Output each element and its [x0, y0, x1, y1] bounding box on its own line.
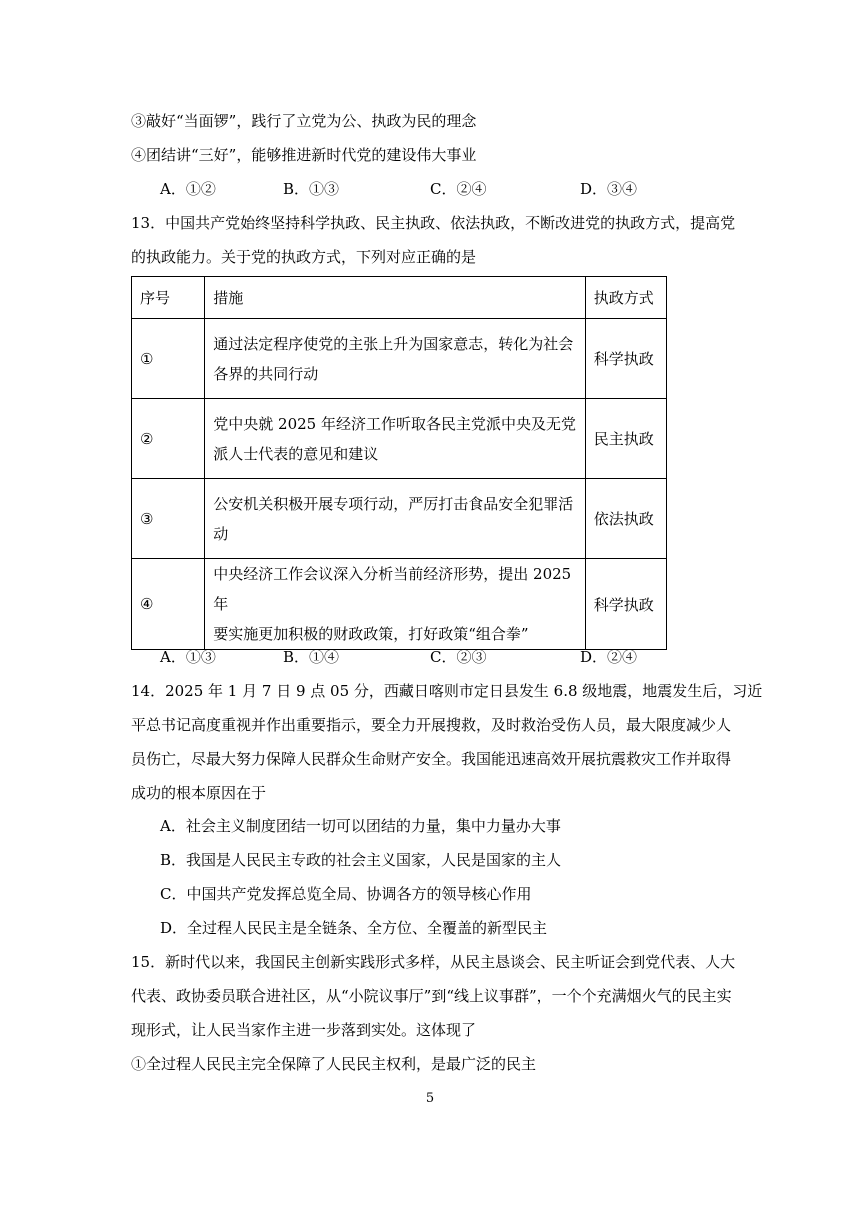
table-row	[132, 479, 667, 559]
statement-4: ④团结讲“三好”，能够推进新时代党的建设伟大事业	[131, 146, 477, 164]
row-mode: 科学执政	[585, 319, 666, 399]
q14-option-b: B．我国是人民民主专政的社会主义国家，人民是国家的主人	[160, 851, 562, 869]
row-measure	[205, 319, 585, 399]
option-d: D．③④	[580, 180, 638, 198]
option-a: A．①②	[160, 180, 216, 198]
q14-stem-line4: 成功的根本原因在于	[131, 784, 267, 802]
header-measure: 措施	[205, 277, 585, 319]
header-mode: 执政方式	[585, 277, 666, 319]
row-number: ①	[132, 319, 205, 399]
row-measure	[205, 559, 585, 650]
option-b: B．①④	[283, 648, 340, 666]
q14-stem-line2: 平总书记高度重视并作出重要指示，要全力开展搜救，及时救治受伤人员，最大限度减少人	[131, 716, 732, 734]
q13-table	[131, 276, 667, 650]
row-measure	[205, 479, 585, 559]
q15-stem-line1: 15．新时代以来，我国民主创新实践形式多样，从民主恳谈会、民主听证会到党代表、人大	[131, 953, 736, 971]
option-c: C．②③	[430, 648, 487, 666]
option-d: D．②④	[580, 648, 638, 666]
row-measure-line2: 动	[213, 524, 229, 543]
q14-option-d: D．全过程人民民主是全链条、全方位、全覆盖的新型民主	[160, 919, 548, 937]
q15-stem-line3: 现形式，让人民当家作主进一步落到实处。这体现了	[131, 1021, 477, 1039]
q14-stem-line3: 员伤亡，尽最大努力保障人民群众生命财产安全。我国能迅速高效开展抗震救灾工作并取得	[131, 750, 732, 768]
row-mode: 科学执政	[585, 559, 666, 650]
row-measure-line2: 各界的共同行动	[213, 364, 319, 383]
row-measure	[205, 399, 585, 479]
row-measure-line2: 要实施更加积极的财政政策，打好政策“组合拳”	[213, 625, 529, 643]
row-measure-line1: 中央经济工作会议深入分析当前经济形势，提出 2025 年	[213, 565, 572, 613]
q13-stem-line2: 的执政能力。关于党的执政方式，下列对应正确的是	[131, 248, 477, 266]
q14-option-c: C．中国共产党发挥总览全局、协调各方的领导核心作用	[160, 885, 532, 903]
row-measure-line1: 通过法定程序使党的主张上升为国家意志，转化为社会	[213, 334, 574, 353]
table-row	[132, 399, 667, 479]
q13-stem-line1: 13．中国共产党始终坚持科学执政、民主执政、依法执政，不断改进党的执政方式，提高党	[131, 214, 736, 232]
option-c: C．②④	[430, 180, 487, 198]
page-number: 5	[425, 1091, 435, 1106]
row-number: ④	[132, 559, 205, 650]
q14-option-a: A．社会主义制度团结一切可以团结的力量，集中力量办大事	[160, 817, 561, 835]
q15-stem-line2: 代表、政协委员联合进社区，从“小院议事厅”到“线上议事群”，一个个充满烟火气的民主实	[131, 987, 732, 1005]
statement-3: ③敲好“当面锣”，践行了立党为公、执政为民的理念	[131, 112, 477, 130]
row-measure-line2: 派人士代表的意见和建议	[213, 444, 379, 463]
row-measure-line1: 公安机关积极开展专项行动，严厉打击食品安全犯罪活	[213, 494, 574, 513]
row-mode: 依法执政	[585, 479, 666, 559]
header-number: 序号	[132, 277, 205, 319]
row-number: ②	[132, 399, 205, 479]
option-b: B．①③	[283, 180, 340, 198]
q15-statement-1: ①全过程人民民主完全保障了人民民主权利，是最广泛的民主	[131, 1055, 537, 1073]
row-number: ③	[132, 479, 205, 559]
table-header-row	[132, 277, 667, 319]
option-a: A．①③	[160, 648, 216, 666]
table-row	[132, 559, 667, 650]
row-measure-line1: 党中央就 2025 年经济工作听取各民主党派中央及无党	[213, 414, 576, 433]
q14-stem-line1: 14．2025 年 1 月 7 日 9 点 05 分，西藏日喀则市定日县发生 6.8 级地震，地震发生后，习近	[131, 682, 763, 700]
row-mode: 民主执政	[585, 399, 666, 479]
table-row	[132, 319, 667, 399]
